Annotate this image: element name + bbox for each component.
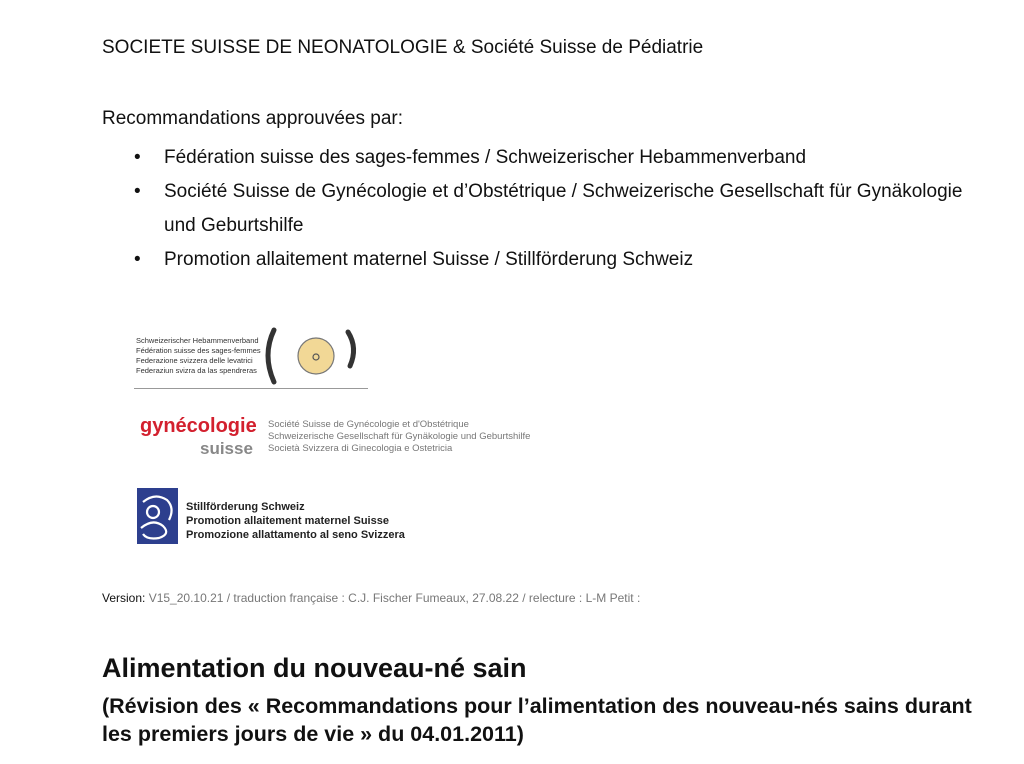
hebammenverband-logo bbox=[134, 320, 370, 392]
list-item bbox=[134, 141, 984, 175]
gynecologie-wordmark: gynécologie bbox=[140, 415, 257, 437]
hebammenverband-logo-text: Schweizerischer Hebammenverband Fédération suisse des sages-femmes Federazione svizzera delle levatrici Federaziun svizra da las spendreras bbox=[136, 336, 261, 375]
list-item-text: Promotion allaitement maternel Suisse / Stillförderung Schweiz bbox=[164, 249, 694, 270]
society-header: SOCIETE SUISSE DE NEONATOLOGIE & Société Suisse de Pédiatrie bbox=[102, 37, 704, 58]
approval-list bbox=[134, 141, 984, 277]
version-label: Version: bbox=[102, 591, 146, 605]
approved-by-intro: Recommandations approuvées par: bbox=[102, 108, 404, 129]
bullet-icon: • bbox=[134, 147, 141, 168]
version-text: V15_20.10.21 / traduction française : C.J. Fischer Fumeaux, 27.08.22 / relecture : L-M Petit : bbox=[145, 591, 641, 605]
bullet-icon: • bbox=[134, 181, 141, 202]
mother-child-icon bbox=[137, 488, 178, 544]
list-item bbox=[134, 175, 984, 243]
bullet-icon: • bbox=[134, 249, 141, 270]
hebammen-emblem-icon bbox=[264, 322, 364, 388]
list-item bbox=[134, 243, 984, 277]
suisse-wordmark: suisse bbox=[200, 439, 253, 458]
list-item-text: Fédération suisse des sages-femmes / Schweizerischer Hebammenverband bbox=[164, 147, 807, 168]
document-title: Alimentation du nouveau-né sain bbox=[102, 653, 527, 683]
gynecologie-logo-text: Société Suisse de Gynécologie et d'Obstétrique Schweizerische Gesellschaft für Gynäkologie und Geburtshilfe Società Svizzera di Ginecologia e Ostetricia bbox=[268, 419, 531, 454]
gynecologie-suisse-logo bbox=[140, 415, 570, 465]
stillfoerderung-logo bbox=[137, 488, 437, 548]
stillfoerderung-logo-text: Stillförderung Schweiz Promotion allaitement maternel Suisse Promozione allattamento al seno Svizzera bbox=[186, 501, 405, 541]
logo-divider bbox=[134, 388, 368, 389]
list-item-text: Société Suisse de Gynécologie et d’Obstétrique / Schweizerische Gesellschaft für Gynäkologie und Geburtshilfe bbox=[164, 181, 963, 236]
version-line bbox=[102, 591, 640, 605]
document-subtitle: (Révision des « Recommandations pour l’alimentation des nouveau-nés sains durant les premiers jours de vie » du 04.01.2011) bbox=[102, 694, 972, 746]
